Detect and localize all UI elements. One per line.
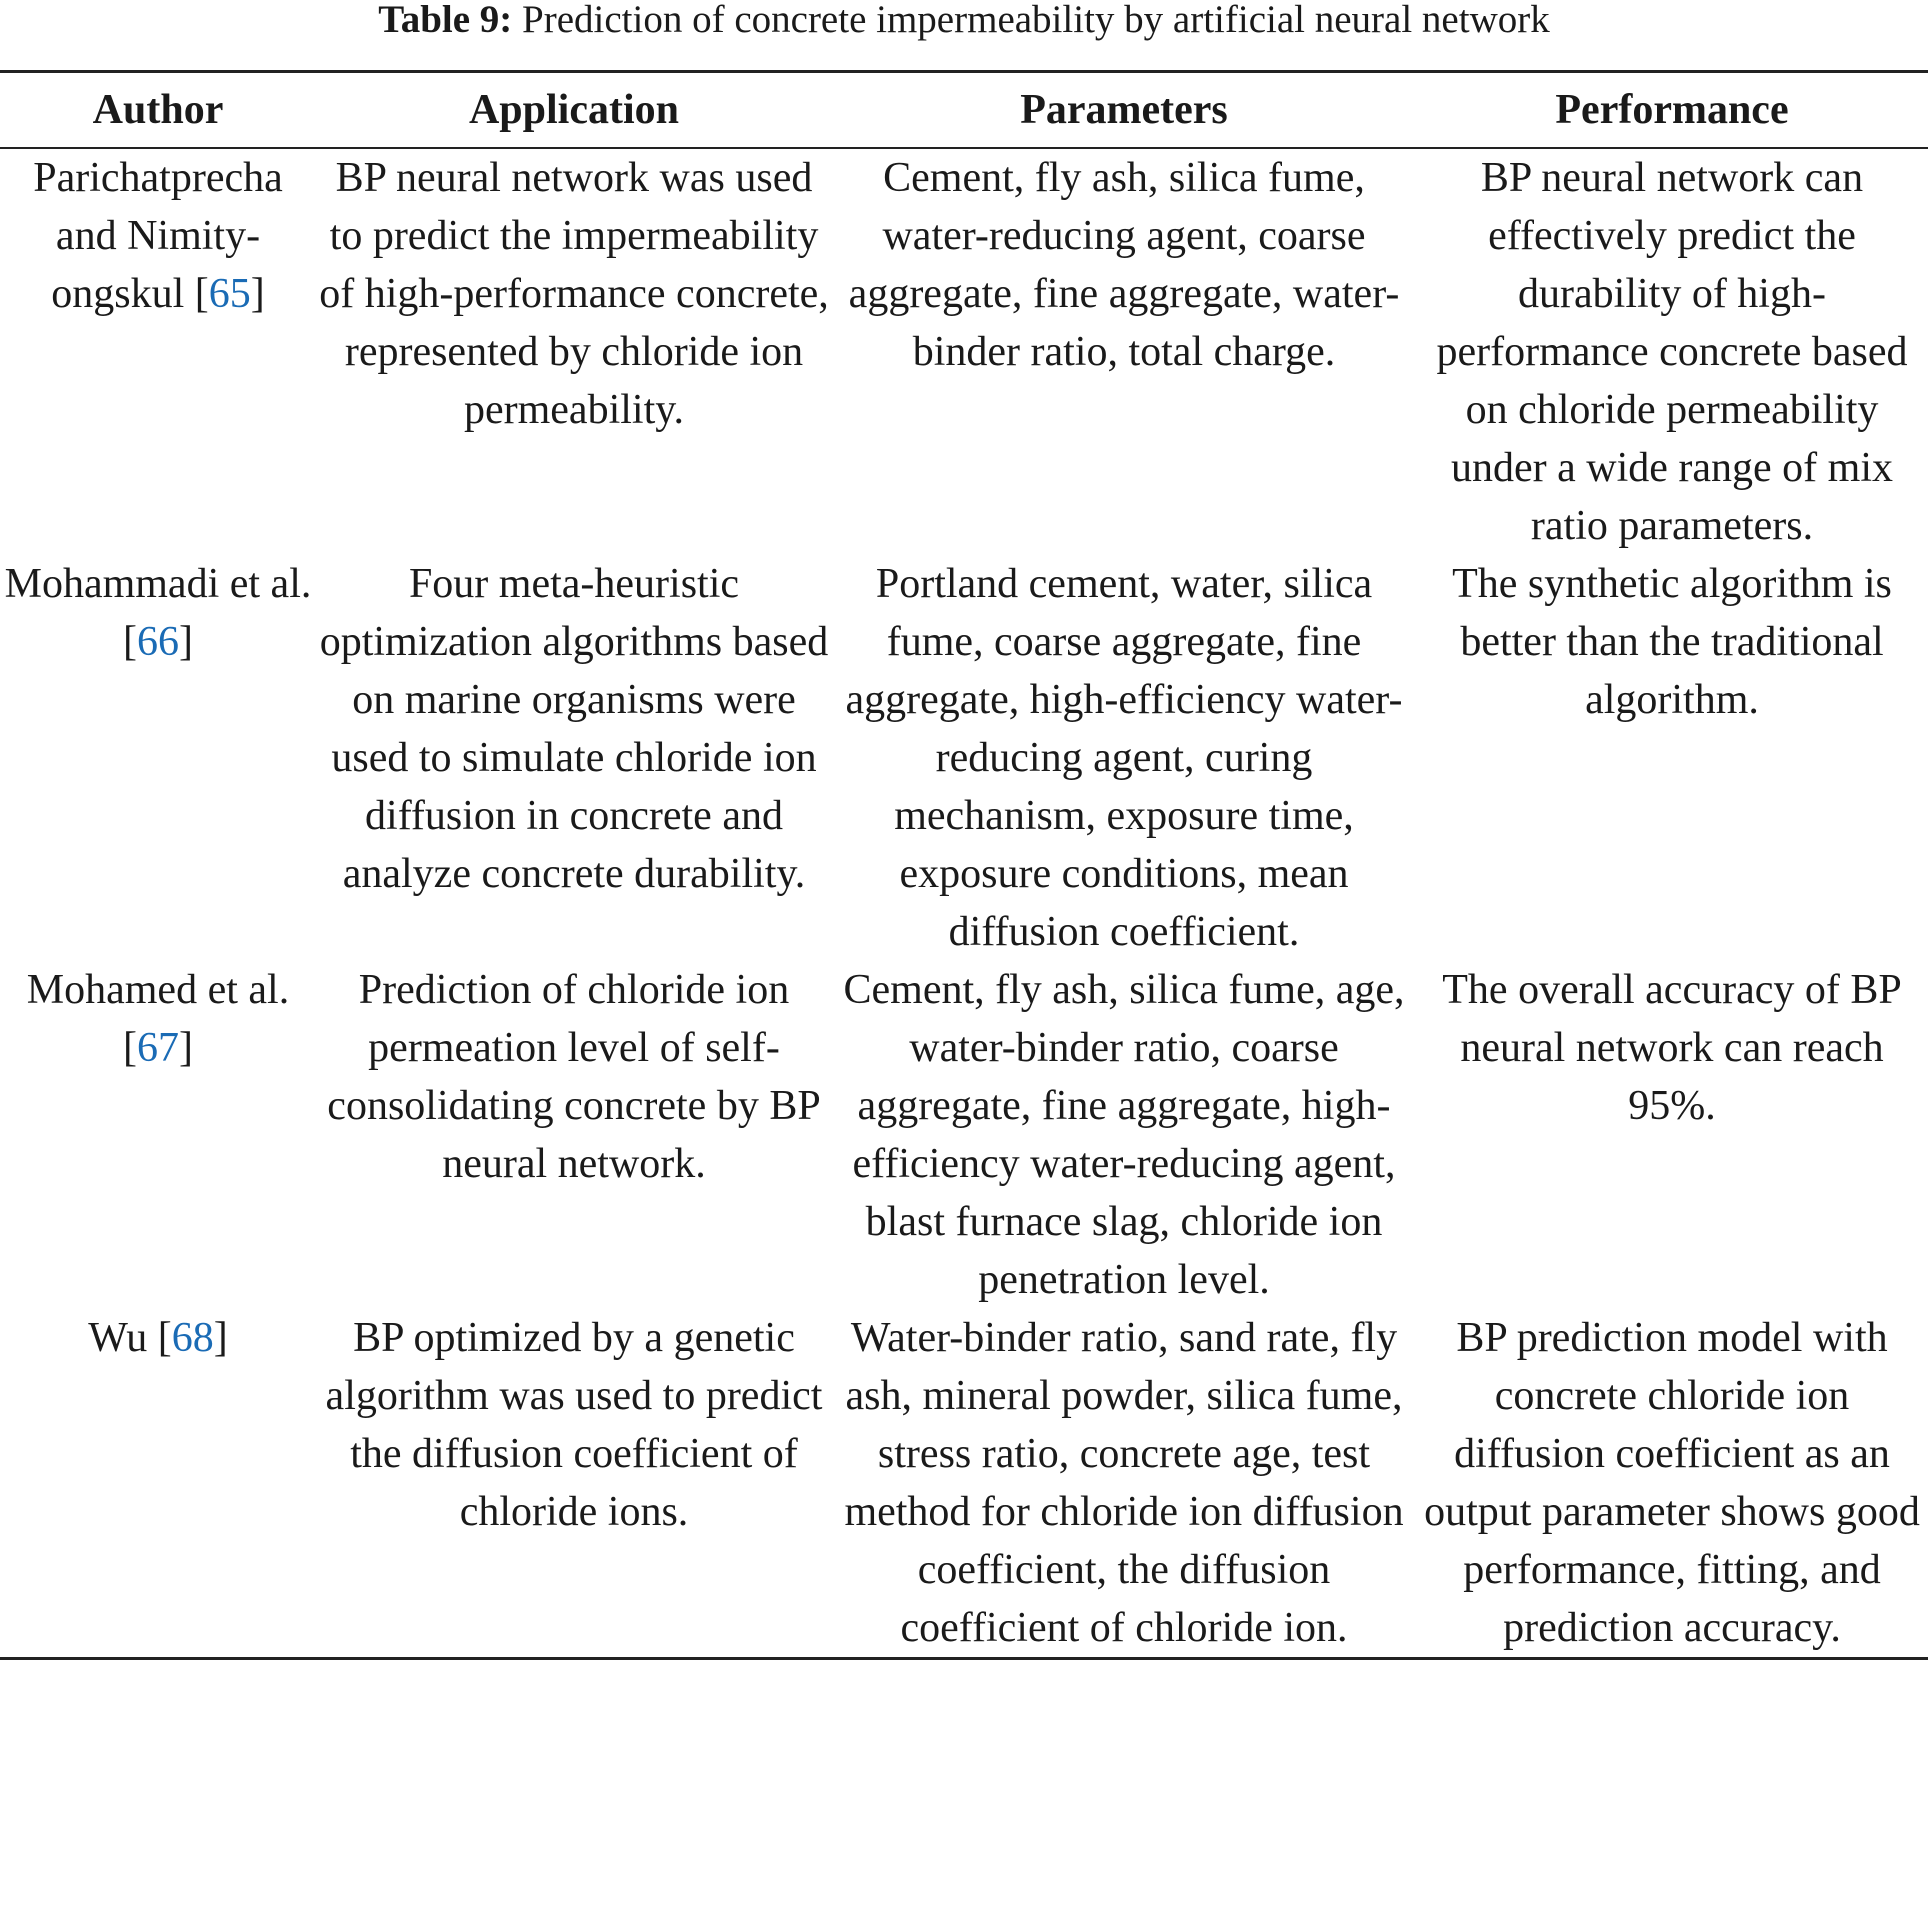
- parameters-cell: Cement, fly ash, silica fume, age, water-binder ratio, coarse aggregate, fine aggregate, high-efficiency water-reducing agent, blast furnace slag, chloride ion penetration level.: [843, 967, 1405, 1303]
- performance-cell: BP neural network can effectively predict the durability of high-performance concrete based on chloride permeability under a wide range of mix ratio parameters.: [1436, 155, 1908, 549]
- caption-text: Prediction of concrete impermeability by artificial neural network: [522, 0, 1550, 41]
- parameters-cell: Cement, fly ash, silica fume, water-reducing agent, coarse aggregate, fine aggregate, water-binder ratio, total charge.: [848, 155, 1400, 375]
- author-cell: Mohamed et al. [67]: [26, 967, 290, 1071]
- performance-cell: The overall accuracy of BP neural network can reach 95%.: [1442, 967, 1902, 1129]
- author-name: Mohamed et al.: [26, 967, 290, 1013]
- author-cell: Wu [68]: [88, 1315, 228, 1361]
- header-performance: Performance: [1555, 87, 1789, 133]
- author-name: Mohammadi et al.: [4, 561, 312, 607]
- performance-cell: BP prediction model with concrete chloride ion diffusion coefficient as an output parameter shows good performance, fitting, and prediction accuracy.: [1424, 1315, 1920, 1651]
- parameters-cell: Water-binder ratio, sand rate, fly ash, mineral powder, silica fume, stress ratio, concrete age, test method for chloride ion diffusion coefficient, the diffusion coefficient of chloride ion.: [844, 1315, 1404, 1651]
- author-cell: Mohammadi et al. [66]: [4, 561, 312, 665]
- reference-link[interactable]: 66: [137, 619, 179, 665]
- header-author: Author: [92, 87, 224, 133]
- table-row: [0, 961, 1928, 1309]
- table-row: [0, 555, 1928, 961]
- author-cell: Parichatprecha and Nimity-ongskul [65]: [33, 155, 283, 317]
- header-parameters: Parameters: [1020, 87, 1228, 133]
- reference-link[interactable]: 65: [208, 271, 251, 317]
- parameters-cell: Portland cement, water, silica fume, coarse aggregate, fine aggregate, high-efficiency water-reducing agent, curing mechanism, exposure time, exposure conditions, mean diffusion coefficient.: [845, 561, 1403, 955]
- application-cell: BP neural network was used to predict the impermeability of high-performance concrete, represented by chloride ion permeability.: [319, 155, 829, 433]
- application-cell: BP optimized by a genetic algorithm was used to predict the diffusion coefficient of chloride ions.: [325, 1315, 823, 1535]
- table-row: [0, 1309, 1928, 1659]
- table-row: [0, 148, 1928, 555]
- header-application: Application: [468, 87, 680, 133]
- reference-link[interactable]: 67: [137, 1025, 179, 1071]
- author-name: Wu: [88, 1315, 148, 1361]
- header-row: [0, 72, 1928, 149]
- author-name: Parichatprecha and Nimity-ongskul: [33, 155, 283, 317]
- table-caption: [0, 0, 1928, 40]
- application-cell: Four meta-heuristic optimization algorithms based on marine organisms were used to simulate chloride ion diffusion in concrete and analyze concrete durability.: [319, 561, 829, 897]
- caption-label: Table 9:: [378, 0, 513, 41]
- performance-cell: The synthetic algorithm is better than the traditional algorithm.: [1452, 561, 1892, 723]
- reference-link[interactable]: 68: [171, 1315, 214, 1361]
- data-table: [0, 70, 1928, 1660]
- application-cell: Prediction of chloride ion permeation level of self-consolidating concrete by BP neural network.: [327, 967, 821, 1187]
